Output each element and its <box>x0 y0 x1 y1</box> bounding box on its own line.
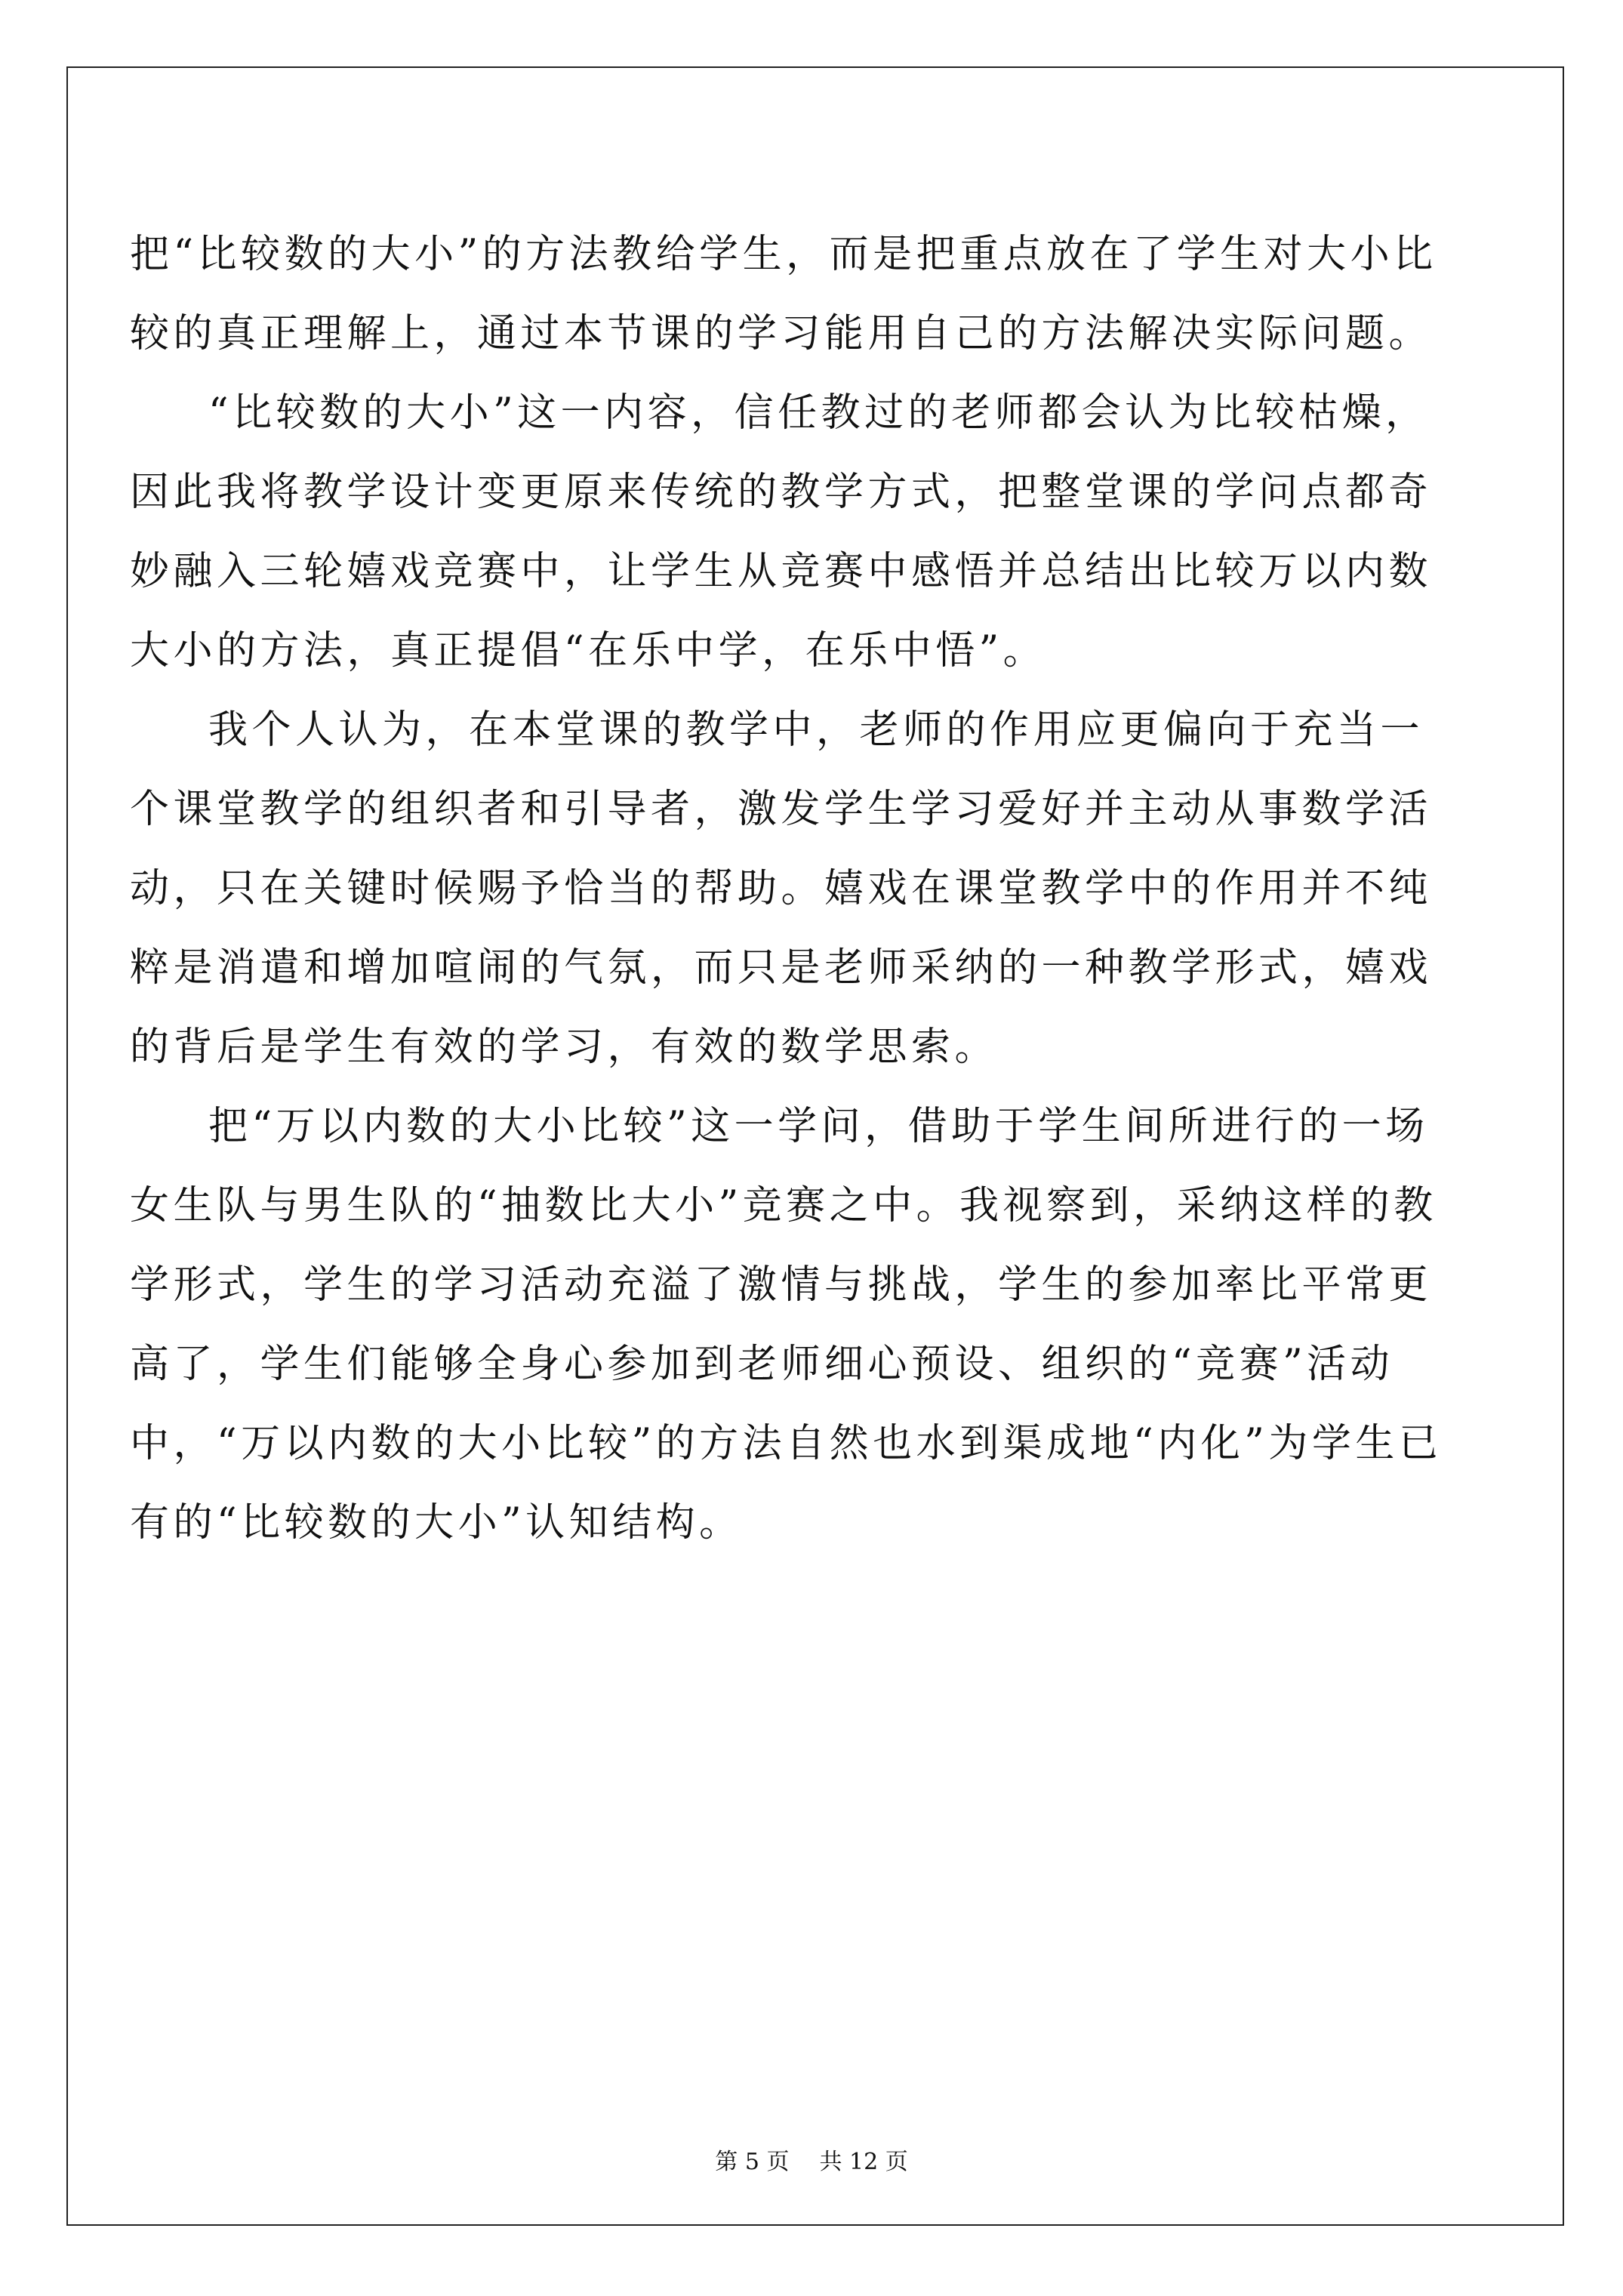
paragraph-4: 把“万以内数的大小比较”这一学问，借助于学生间所进行的一场女生队与男生队的“抽数比大小”竞赛之中。我视察到，采纳这样的教学形式，学生的学习活动充溢了激情与挑战，学生的参加率比平常更高了，学生们能够全身心参加到老师细心预设、组织的“竞赛”活动中，“万以内数的大小比较”的方法自然也水到渠成地“内化”为学生已有的“比较数的大小”认知结构。 <box>130 1104 1443 1546</box>
paragraph-1: 把“比较数的大小”的方法教给学生，而是把重点放在了学生对大小比较的真正理解上，通过本节课的学习能用自己的方法解决实际问题。 <box>130 232 1437 356</box>
document-body <box>130 215 1458 1563</box>
page-number: 第 5 页 <box>715 2149 790 2175</box>
paragraph-3: 我个人认为，在本堂课的教学中，老师的作用应更偏向于充当一个课堂教学的组织者和引导者，激发学生学习爱好并主动从事数学活动，只在关键时候赐予恰当的帮助。嬉戏在课堂教学中的作用并不纯粹是消遣和增加喧闹的气氛，而只是老师采纳的一种教学形式，嬉戏的背后是学生有效的学习，有效的数学思索。 <box>130 707 1433 1070</box>
paragraph-2: “比较数的大小”这一内容，信任教过的老师都会认为比较枯燥，因此我将教学设计变更原来传统的教学方式，把整堂课的学问点都奇妙融入三轮嬉戏竞赛中，让学生从竞赛中感悟并总结出比较万以内数大小的方法，真正提倡“在乐中学，在乐中悟”。 <box>130 390 1433 673</box>
page-footer <box>0 2143 1623 2176</box>
total-pages: 共 12 页 <box>819 2149 908 2175</box>
